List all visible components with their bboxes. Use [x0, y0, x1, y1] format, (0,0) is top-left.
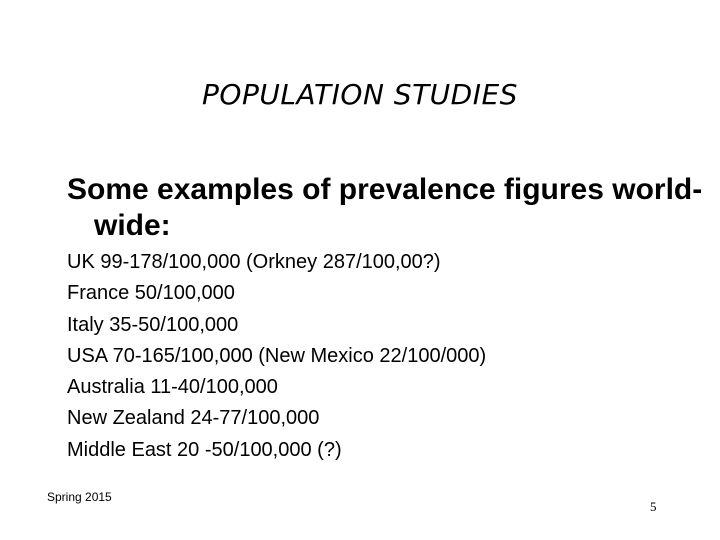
- list-item: Australia 11-40/100,000: [67, 376, 278, 399]
- prevalence-list: [67, 247, 486, 466]
- list-item: USA 70-165/100,000 (New Mexico 22/100/000): [67, 344, 487, 367]
- footer-date: Spring 2015: [47, 490, 112, 504]
- list-item: Italy 35-50/100,000: [67, 313, 239, 336]
- list-item: New Zealand 24-77/100,000: [67, 407, 320, 430]
- list-item: Middle East 20 -50/100,000 (?): [67, 438, 342, 461]
- list-item: UK 99-178/100,000 (Orkney 287/100,00?): [67, 251, 441, 273]
- list-item: France 50/100,000: [67, 282, 235, 305]
- slide-title: POPULATION STUDIES: [202, 78, 518, 111]
- page-number: 5: [650, 499, 657, 514]
- slide-subtitle: Some examples of prevalence figures world-wide:: [67, 173, 703, 242]
